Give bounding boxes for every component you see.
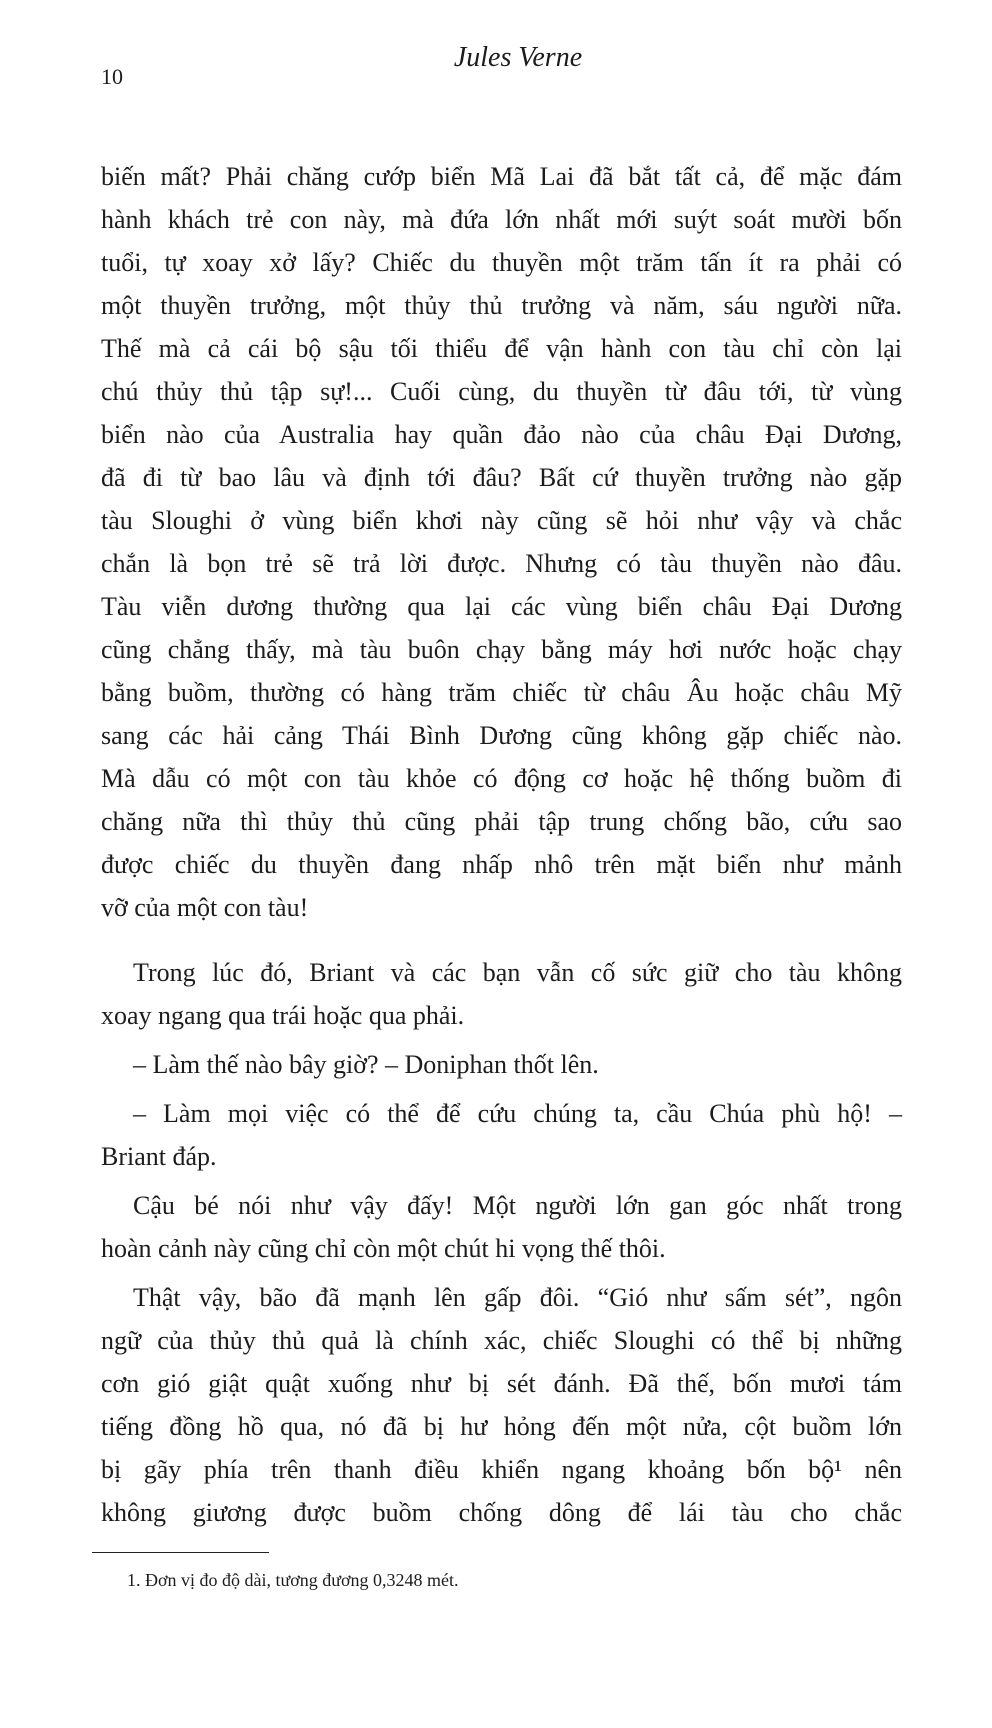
text-line: vỡ của một con tàu!	[101, 893, 309, 922]
text-line: biển nào của Australia hay quần đảo nào của châu Đại Dương,	[101, 420, 902, 449]
text-line: một thuyền trưởng, một thủy thủ trưởng và năm, sáu người nữa.	[101, 291, 902, 320]
text-line: Tàu viễn dương thường qua lại các vùng biển châu Đại Dương	[101, 592, 902, 621]
text-line: chăng nữa thì thủy thủ cũng phải tập trung chống bão, cứu sao	[101, 807, 902, 836]
paragraph	[101, 1184, 902, 1270]
footnote: 1. Đơn vị đo độ dài, tương đương 0,3248 mét.	[127, 1570, 459, 1590]
text-line: Mà dẫu có một con tàu khỏe có động cơ hoặc hệ thống buồm đi	[101, 764, 902, 793]
text-line: ngữ của thủy thủ quả là chính xác, chiếc Sloughi có thể bị những	[101, 1326, 902, 1355]
running-head-title: Jules Verne	[453, 42, 583, 73]
text-line: tiếng đồng hồ qua, nó đã bị hư hỏng đến một nửa, cột buồm lớn	[101, 1412, 902, 1441]
text-line: Trong lúc đó, Briant và các bạn vẫn cố sức giữ cho tàu không	[133, 958, 902, 987]
text-line: được chiếc du thuyền đang nhấp nhô trên mặt biển như mảnh	[101, 850, 902, 879]
text-line: đã đi từ bao lâu và định tới đâu? Bất cứ thuyền trưởng nào gặp	[101, 463, 902, 492]
text-line: hoàn cảnh này cũng chỉ còn một chút hi vọng thế thôi.	[101, 1234, 666, 1263]
text-line: cũng chẳng thấy, mà tàu buôn chạy bằng máy hơi nước hoặc chạy	[101, 635, 902, 664]
footnote-divider	[92, 1552, 269, 1553]
text-line: bằng buồm, thường có hàng trăm chiếc từ châu Âu hoặc châu Mỹ	[101, 678, 902, 707]
paragraph	[101, 155, 902, 929]
text-line: chắn là bọn trẻ sẽ trả lời được. Nhưng có tàu thuyền nào đâu.	[101, 549, 902, 578]
paragraph	[101, 951, 902, 1037]
text-line: không giương được buồm chống dông để lái tàu cho chắc	[101, 1498, 902, 1527]
text-line: sang các hải cảng Thái Bình Dương cũng không gặp chiếc nào.	[101, 721, 902, 750]
text-line: cơn gió giật quật xuống như bị sét đánh. Đã thế, bốn mươi tám	[101, 1369, 902, 1398]
text-line: bị gãy phía trên thanh điều khiển ngang khoảng bốn bộ¹ nên	[101, 1455, 902, 1484]
page-number: 10	[101, 64, 123, 89]
text-line: – Làm thế nào bây giờ? – Doniphan thốt lên.	[133, 1050, 599, 1079]
text-line: Thật vậy, bão đã mạnh lên gấp đôi. “Gió như sấm sét”, ngôn	[133, 1283, 902, 1312]
text-line: – Làm mọi việc có thể để cứu chúng ta, cầu Chúa phù hộ! –	[133, 1099, 902, 1128]
text-line: Briant đáp.	[101, 1142, 217, 1171]
text-line: Cậu bé nói như vậy đấy! Một người lớn gan góc nhất trong	[133, 1191, 902, 1220]
text-line: biến mất? Phải chăng cướp biển Mã Lai đã bắt tất cả, để mặc đám	[101, 162, 902, 191]
text-line: chú thủy thủ tập sự!... Cuối cùng, du thuyền từ đâu tới, từ vùng	[101, 377, 902, 406]
text-line: xoay ngang qua trái hoặc qua phải.	[101, 1001, 465, 1030]
body-text	[101, 155, 902, 1534]
text-line: tuổi, tự xoay xở lấy? Chiếc du thuyền một trăm tấn ít ra phải có	[101, 248, 902, 277]
text-line: tàu Sloughi ở vùng biển khơi này cũng sẽ hỏi như vậy và chắc	[101, 506, 902, 535]
paragraph	[101, 1092, 902, 1178]
text-line: hành khách trẻ con này, mà đứa lớn nhất mới suýt soát mười bốn	[101, 205, 902, 234]
text-line: Thế mà cả cái bộ sậu tối thiểu để vận hành con tàu chỉ còn lại	[101, 334, 902, 363]
paragraph	[101, 1276, 902, 1534]
paragraph	[101, 1043, 902, 1086]
